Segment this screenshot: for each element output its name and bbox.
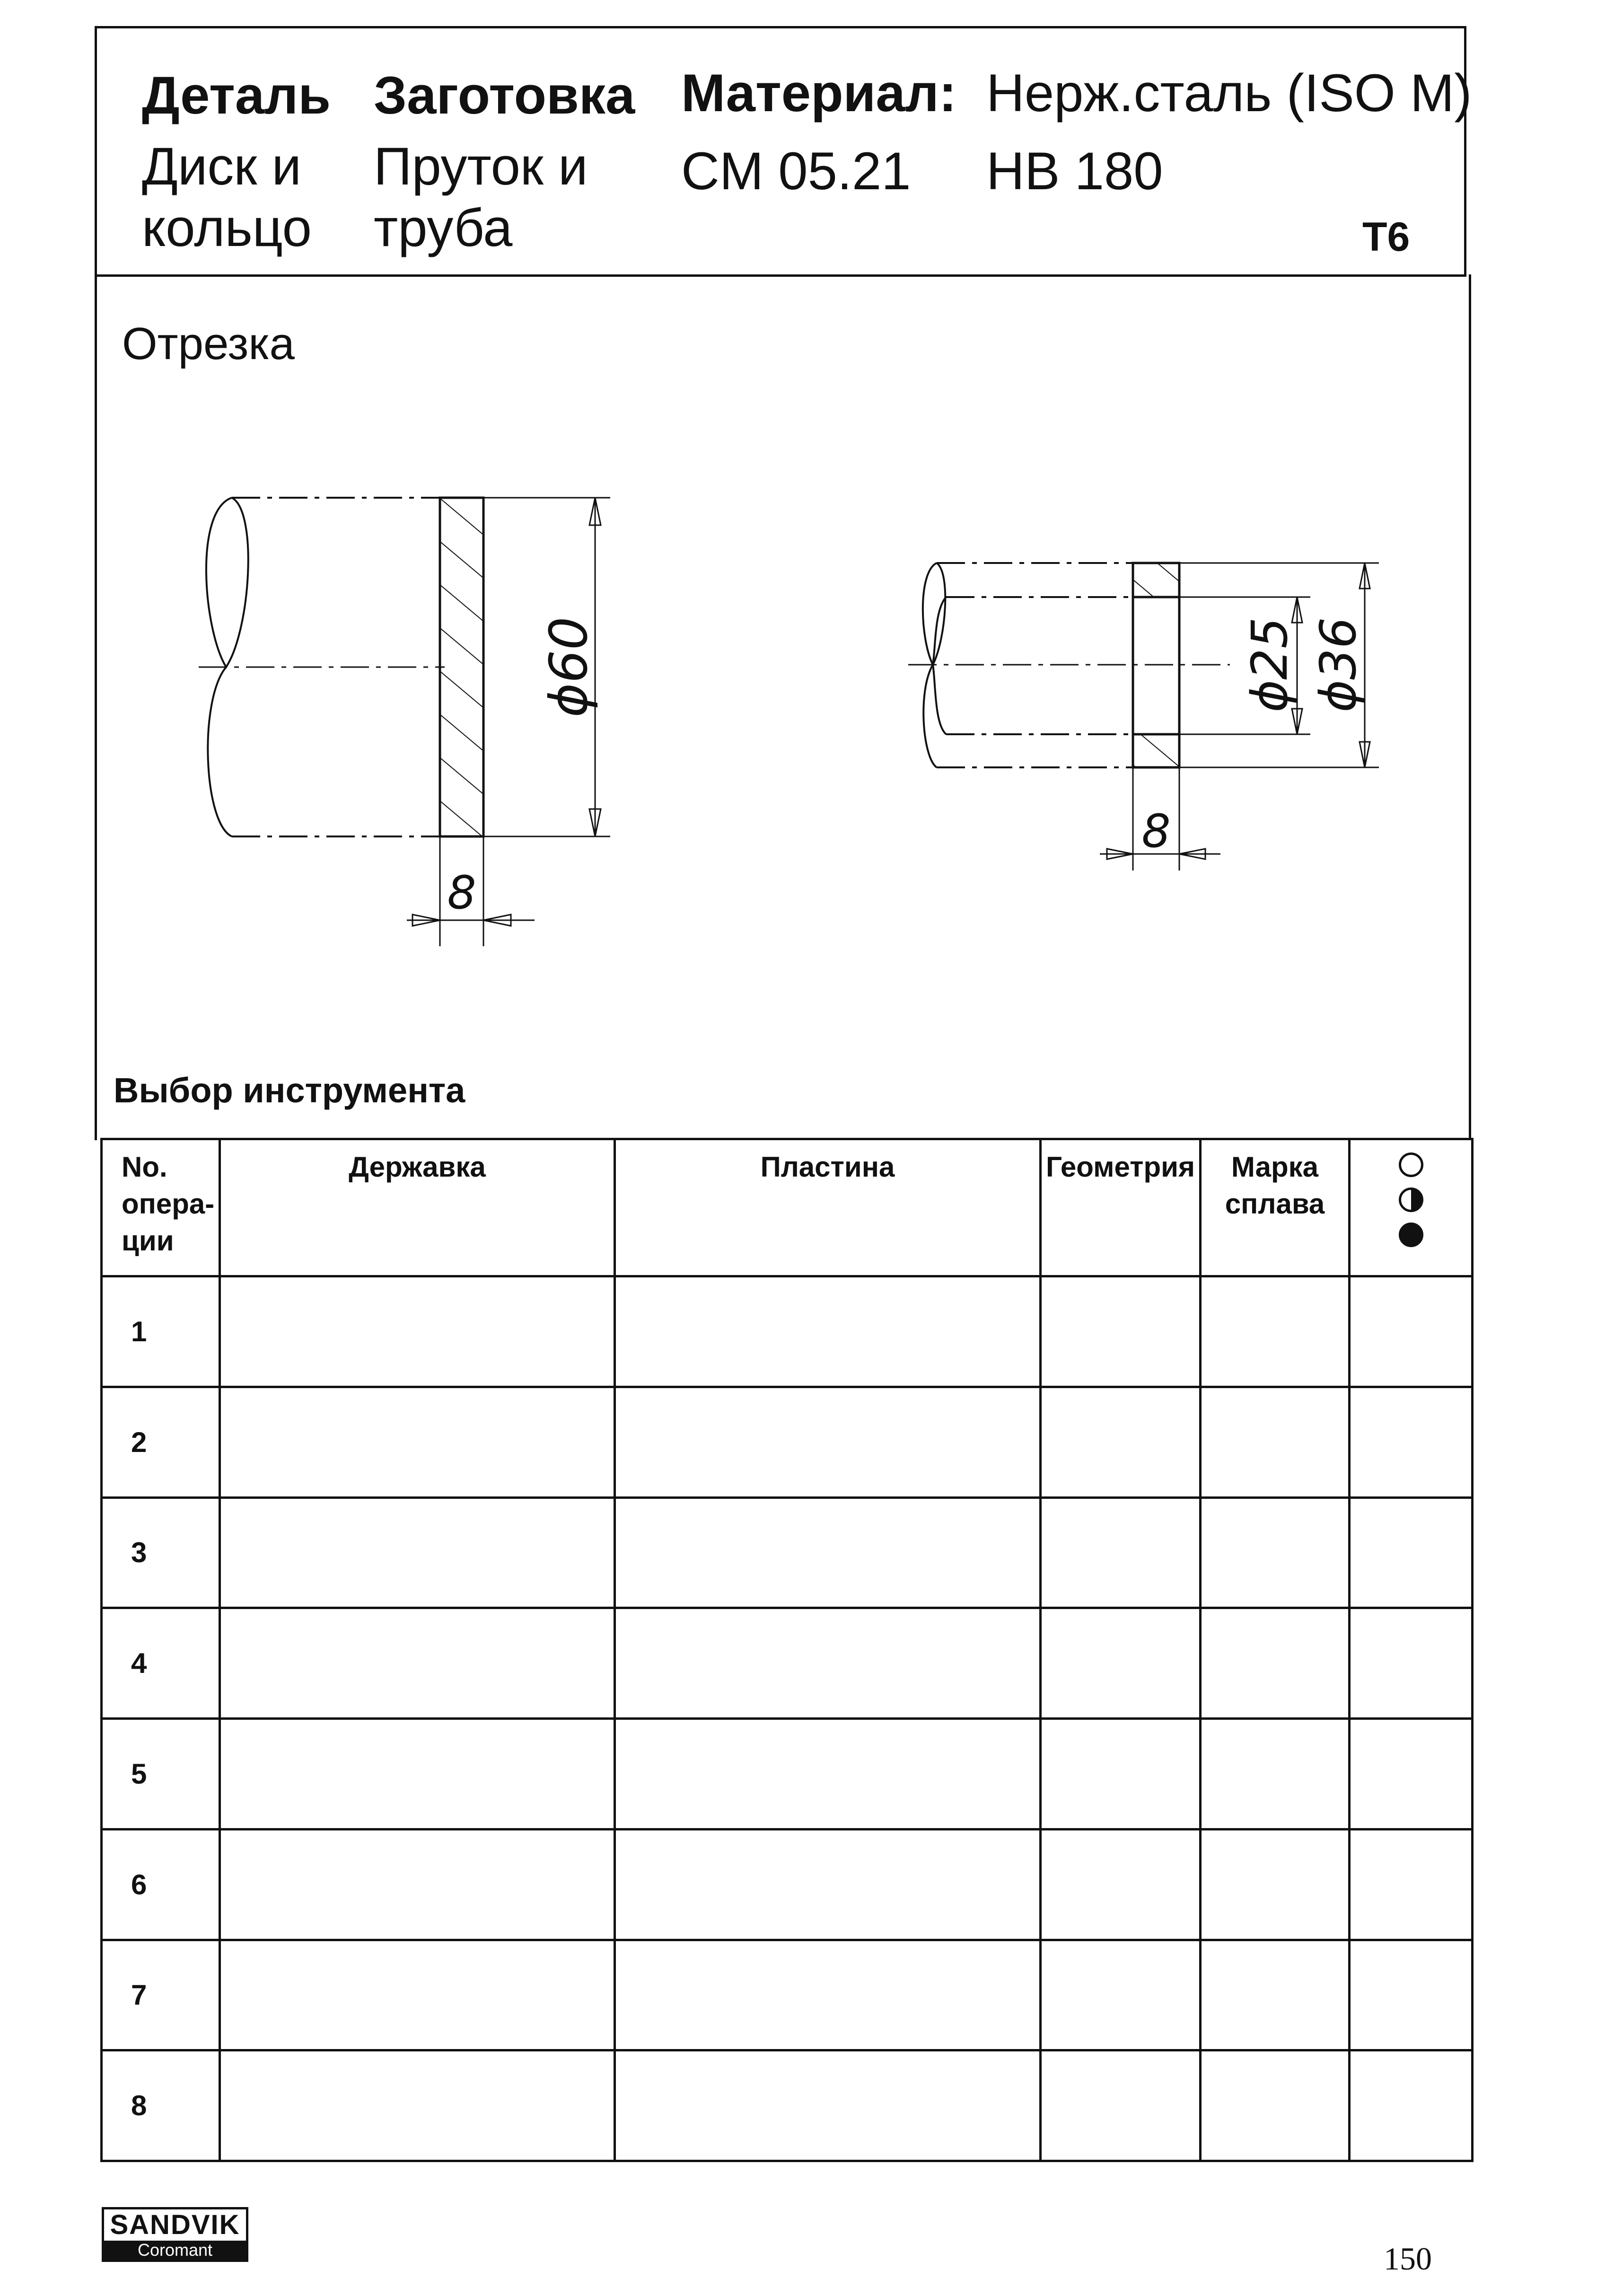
holder-cell[interactable] [220,1387,615,1497]
part-value-line2: кольцо [142,198,312,257]
geometry-cell[interactable] [1041,1276,1201,1387]
column-header-grade [1201,1139,1350,1276]
operation-number: 6 [102,1829,220,1940]
insert-cell[interactable] [615,1940,1041,2050]
right-section-hatch-bottom [1133,734,1179,767]
grade-cell[interactable] [1201,1608,1350,1719]
circle-empty-icon [1399,1152,1423,1177]
insert-cell[interactable] [615,1719,1041,1830]
material-value: Нерж.сталь (ISO M) [986,63,1472,123]
geometry-cell[interactable] [1041,1608,1201,1719]
condition-cell[interactable] [1350,1940,1473,2050]
left-diameter-label: ϕ60 [538,616,599,718]
tool-selection-table [100,1138,1474,2162]
circle-full-icon [1399,1223,1423,1247]
grade-cell[interactable] [1201,1829,1350,1940]
column-header-grade-line1: Марка [1231,1151,1319,1183]
tool-selection-title: Выбор инструмента [114,1071,465,1110]
right-ring-drawing [908,563,1379,871]
column-header-holder: Державка [220,1139,615,1276]
holder-cell[interactable] [220,1940,615,2050]
left-width-label: 8 [447,866,476,919]
geometry-cell[interactable] [1041,1940,1201,2050]
holder-cell[interactable] [220,2050,615,2161]
insert-cell[interactable] [615,1608,1041,1719]
left-disc-drawing [199,498,610,946]
insert-cell[interactable] [615,1829,1041,1940]
table-row [102,1719,1473,1830]
holder-cell[interactable] [220,1608,615,1719]
grade-cell[interactable] [1201,1387,1350,1497]
operation-number: 8 [102,2050,220,2161]
condition-cell[interactable] [1350,1608,1473,1719]
operation-number: 5 [102,1719,220,1830]
material-label: Материал: [681,63,957,123]
geometry-cell[interactable] [1041,1829,1201,1940]
column-header-number-line2: опера- [122,1188,215,1220]
sandvik-coromant-logo [102,2207,248,2262]
left-section-hatch [440,498,483,836]
geometry-cell[interactable] [1041,1387,1201,1497]
table-row [102,1276,1473,1387]
table-row [102,1940,1473,2050]
column-header-conditions [1350,1139,1473,1276]
operation-number: 7 [102,1940,220,2050]
holder-cell[interactable] [220,1497,615,1608]
geometry-cell[interactable] [1041,2050,1201,2161]
insert-cell[interactable] [615,1387,1041,1497]
holder-cell[interactable] [220,1719,615,1830]
grade-cell[interactable] [1201,1276,1350,1387]
column-header-grade-line2: сплава [1225,1188,1325,1220]
geometry-cell[interactable] [1041,1719,1201,1830]
holder-cell[interactable] [220,1276,615,1387]
left-dimension-lines [407,498,610,946]
geometry-cell[interactable] [1041,1497,1201,1608]
column-header-number-line3: ции [122,1225,174,1257]
holder-cell[interactable] [220,1829,615,1940]
insert-cell[interactable] [615,2050,1041,2161]
logo-bottom-text: Coromant [104,2241,246,2260]
condition-cell[interactable] [1350,2050,1473,2161]
operation-number: 1 [102,1276,220,1387]
sheet-code: T6 [1362,214,1410,260]
insert-cell[interactable] [615,1497,1041,1608]
right-inner-diameter-label: ϕ25 [1241,617,1298,713]
column-header-operation-number [102,1139,220,1276]
operation-number: 4 [102,1608,220,1719]
condition-cell[interactable] [1350,1497,1473,1608]
condition-cell[interactable] [1350,1719,1473,1830]
blank-value-line2: труба [374,198,513,257]
condition-cell[interactable] [1350,1276,1473,1387]
part-value-line1: Диск и [142,137,302,196]
hardness-value: HB 180 [986,141,1163,201]
table-row [102,1829,1473,1940]
table-row [102,1497,1473,1608]
table-row [102,1608,1473,1719]
blank-value-line1: Пруток и [374,137,588,196]
grade-cell[interactable] [1201,1719,1350,1830]
logo-top-text: SANDVIK [110,2209,240,2240]
part-label: Деталь [142,66,331,125]
right-width-label: 8 [1141,805,1171,858]
grade-cell[interactable] [1201,1497,1350,1608]
column-header-number-line1: No. [122,1151,167,1183]
table-header-row [102,1139,1473,1276]
right-section-hatch-top [1133,563,1179,597]
table-row [102,2050,1473,2161]
operation-title: Отрезка [122,318,295,369]
operation-number: 2 [102,1387,220,1497]
insert-cell[interactable] [615,1276,1041,1387]
material-code: CM 05.21 [681,141,911,201]
operation-number: 3 [102,1497,220,1608]
condition-cell[interactable] [1350,1829,1473,1940]
grade-cell[interactable] [1201,1940,1350,2050]
condition-cell[interactable] [1350,1387,1473,1497]
blank-label: Заготовка [374,66,635,125]
right-outer-diameter-label: ϕ36 [1309,617,1367,713]
circle-half-icon [1399,1188,1423,1212]
grade-cell[interactable] [1201,2050,1350,2161]
table-row [102,1387,1473,1497]
column-header-insert: Пластина [615,1139,1041,1276]
page-number: 150 [1384,2241,1432,2277]
column-header-geometry: Геометрия [1041,1139,1201,1276]
